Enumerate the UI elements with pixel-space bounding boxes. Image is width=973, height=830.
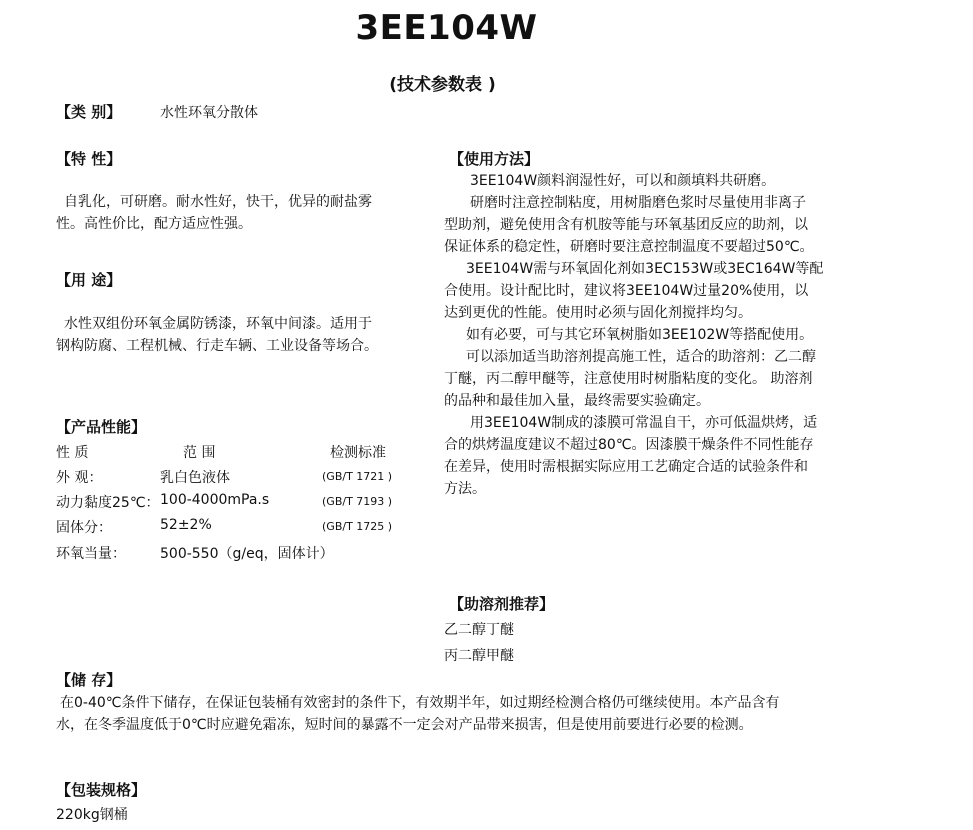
- document-title: 3EE104W: [355, 8, 538, 48]
- performance-col-property: 性 质: [56, 445, 89, 461]
- method-line: 如有必要，可与其它环氧树脂如3EE102W等搭配使用。: [466, 327, 814, 343]
- category-heading: 【类 别】: [56, 103, 122, 121]
- method-line: 方法。: [444, 481, 486, 497]
- performance-row-standard: (GB/T 1725 ): [322, 520, 393, 533]
- performance-row-standard: (GB/T 1721 ): [322, 470, 393, 483]
- storage-text: [56, 692, 780, 736]
- method-line: 保证体系的稳定性，研磨时要注意控制温度不要超过50℃。: [444, 239, 814, 255]
- performance-row-range: 500-550（g/eq，固体计）: [160, 546, 334, 562]
- features-text: [56, 191, 372, 235]
- performance-col-standard: 检测标准: [330, 445, 386, 461]
- method-line: 3EE104W需与环氧固化剂如3EC153W或3EC164W等配: [466, 261, 824, 277]
- method-line: 用3EE104W制成的漆膜可常温自干，亦可低温烘烤，适: [470, 415, 818, 431]
- performance-row-range: 52±2%: [160, 517, 212, 533]
- method-line: 合使用。设计配比时，建议将3EE104W过量20%使用，以: [444, 283, 809, 299]
- usage-line: 钢构防腐、工程机械、行走车辆、工业设备等场合。: [56, 338, 378, 354]
- method-line: 丁醚，丙二醇甲醚等，注意使用时树脂粘度的变化。 助溶剂: [444, 371, 813, 387]
- storage-line: 在0-40℃条件下储存，在保证包装桶有效密封的条件下，有效期半年，如过期经检测合格仍可继续使用。本产品含有: [60, 695, 780, 711]
- usage-text: [56, 313, 378, 357]
- storage-line: 水，在冬季温度低于0℃时应避免霜冻，短时间的暴露不一定会对产品带来损害，但是使用前要进行必要的检测。: [56, 717, 753, 733]
- method-line: 研磨时注意控制粘度，用树脂磨色浆时尽量使用非离子: [470, 195, 806, 211]
- method-text: [444, 170, 823, 500]
- storage-heading: 【储 存】: [56, 671, 122, 689]
- method-line: 的品种和最佳加入量，最终需要实验确定。: [444, 393, 710, 409]
- performance-col-range: 范 围: [183, 445, 216, 461]
- method-line: 可以添加适当助溶剂提高施工性，适合的助溶剂：乙二醇: [466, 349, 816, 365]
- performance-row-range: 100-4000mPa.s: [160, 492, 270, 508]
- packaging-value: 220kg钢桶: [56, 807, 128, 823]
- performance-row-range: 乳白色液体: [160, 470, 230, 486]
- cosolvent-heading: 【助溶剂推荐】: [449, 595, 555, 613]
- features-line: 性。高性价比，配方适应性强。: [56, 216, 252, 232]
- method-line: 在差异，使用时需根据实际应用工艺确定合适的试验条件和: [444, 459, 808, 475]
- usage-line: 水性双组份环氧金属防锈漆，环氧中间漆。适用于: [64, 316, 372, 332]
- cosolvent-item: 乙二醇丁醚: [444, 622, 514, 638]
- performance-heading: 【产品性能】: [56, 418, 147, 436]
- packaging-heading: 【包装规格】: [56, 781, 147, 799]
- performance-row-property: 动力黏度25℃：: [56, 495, 160, 511]
- performance-row-property: 外 观：: [56, 470, 103, 486]
- document-subtitle: (技术参数表 ): [389, 75, 496, 95]
- cosolvent-item: 丙二醇甲醚: [444, 648, 514, 664]
- performance-row-standard: (GB/T 7193 ): [322, 495, 393, 508]
- method-line: 合的烘烤温度建议不超过80℃。因漆膜干燥条件不同性能存: [444, 437, 814, 453]
- features-line: 自乳化，可研磨。耐水性好，快干，优异的耐盐雾: [64, 194, 372, 210]
- features-heading: 【特 性】: [56, 150, 122, 168]
- method-line: 达到更优的性能。使用时必须与固化剂搅拌均匀。: [444, 305, 752, 321]
- category-value: 水性环氧分散体: [160, 105, 258, 121]
- usage-heading: 【用 途】: [56, 271, 122, 289]
- method-line: 型助剂，避免使用含有机胺等能与环氧基团反应的助剂，以: [444, 217, 808, 233]
- performance-row-property: 固体分：: [56, 520, 112, 536]
- method-line: 3EE104W颜料润湿性好，可以和颜填料共研磨。: [470, 173, 776, 189]
- performance-row-property: 环氧当量：: [56, 546, 126, 562]
- method-heading: 【使用方法】: [449, 150, 540, 168]
